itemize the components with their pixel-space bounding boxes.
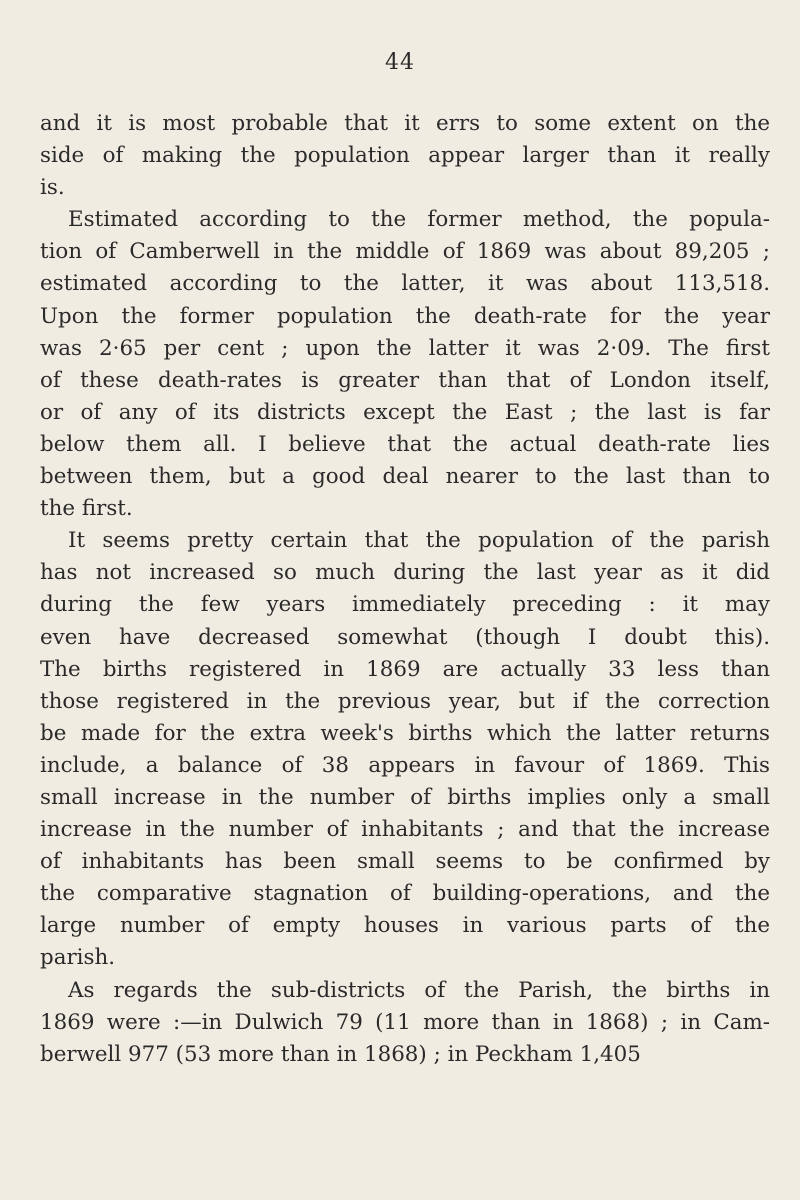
text-line: those registered in the previous year, but if the correction [40,688,770,714]
text-line: the first. [40,496,133,522]
text-line: It seems pretty certain that the population of the parish [68,528,770,554]
text-line: The births registered in 1869 are actually 33 less than [40,656,770,682]
text-line: of these death-rates is greater than that of London itself, [40,367,770,393]
text-line: during the few years immediately preceding : it may [40,592,770,618]
text-line: 1869 were :—in Dulwich 79 (11 more than in 1868) ; in Cam- [40,1009,770,1035]
text-line: Upon the former population the death-rate for the year [40,303,770,329]
text-line: Estimated according to the former method, the popula- [68,207,770,233]
text-line: is. [40,175,65,201]
text-line: and it is most probable that it errs to some extent on the [40,111,770,136]
text-line: small increase in the number of births implies only a small [40,784,770,810]
text-line: was 2·65 per cent ; upon the latter it was 2·09. The first [40,335,770,361]
paragraph [40,108,770,204]
text-line: tion of Camberwell in the middle of 1869 was about 89,205 ; [40,239,770,265]
page-number: 44 [385,50,415,75]
text-line: include, a balance of 38 appears in favour of 1869. This [40,752,770,778]
text-line: has not increased so much during the last year as it did [40,560,770,586]
text-line: be made for the extra week's births which the latter returns [40,720,770,746]
text-line: between them, but a good deal nearer to the last than to [40,464,770,490]
text-line: estimated according to the latter, it was about 113,518. [40,271,770,297]
text-line: below them all. I believe that the actual death-rate lies [40,431,770,457]
paragraph [40,975,770,1071]
text-line: berwell 977 (53 more than in 1868) ; in Peckham 1,405 [40,1041,641,1067]
text-line: As regards the sub-districts of the Parish, the births in [68,977,770,1003]
paragraph [40,204,770,525]
text-line: or of any of its districts except the East ; the last is far [40,399,770,425]
text-line: large number of empty houses in various parts of the [40,913,770,939]
body-text [40,108,770,1071]
text-line: the comparative stagnation of building-operations, and the [40,881,770,907]
text-line: of inhabitants has been small seems to be confirmed by [40,849,770,875]
text-line: parish. [40,945,116,971]
text-line: increase in the number of inhabitants ; and that the increase [40,817,770,843]
text-line: even have decreased somewhat (though I doubt this). [40,624,770,650]
text-line: side of making the population appear larger than it really [40,143,770,169]
paragraph [40,525,770,974]
